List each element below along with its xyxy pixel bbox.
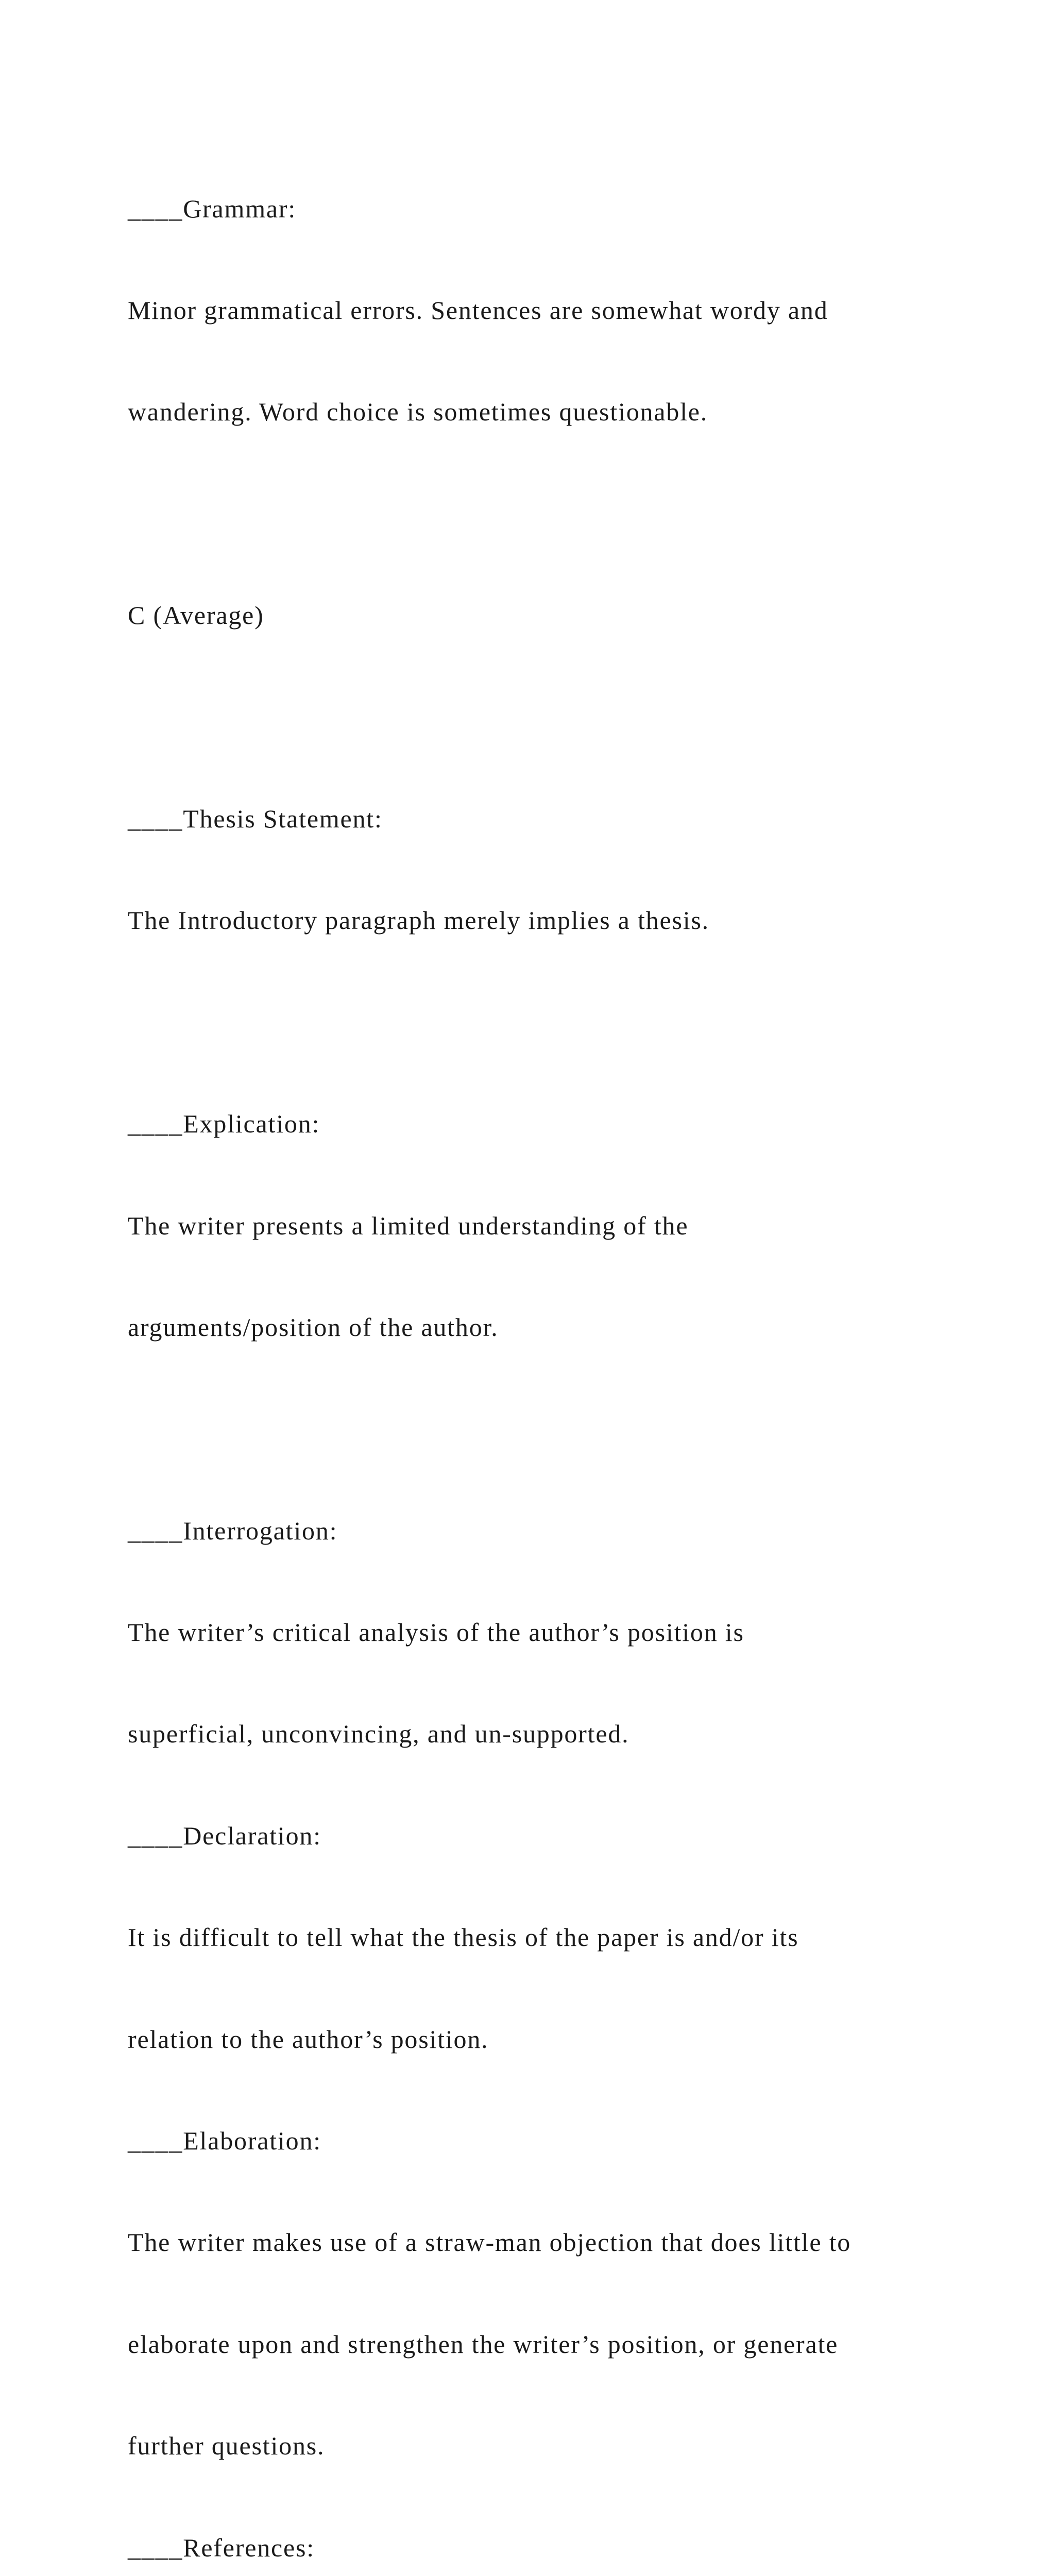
text-line: elaborate upon and strengthen the writer’s position, or generate (128, 2329, 839, 2359)
blank-line (128, 1412, 983, 1446)
text-line: The Introductory paragraph merely implies a thesis. (128, 906, 709, 935)
text-line: arguments/position of the author. (128, 1312, 499, 1342)
criterion-heading-references: ____References: (128, 2533, 315, 2562)
criterion-heading-explication: ____Explication: (128, 1109, 320, 1139)
criterion-heading-thesis: ____Thesis Statement: (128, 804, 383, 833)
blank-line (128, 1006, 983, 1040)
text-line: further questions. (128, 2431, 325, 2461)
criterion-heading-grammar: ____Grammar: (128, 194, 297, 223)
text-line: It is difficult to tell what the thesis of the paper is and/or its (128, 1923, 799, 1952)
text-line: Minor grammatical errors. Sentences are somewhat wordy and (128, 295, 828, 325)
text-line: The writer’s critical analysis of the author’s position is (128, 1618, 744, 1647)
document-body (128, 124, 983, 2576)
text-line: superficial, unconvincing, and un-supported. (128, 1719, 629, 1749)
criterion-heading-declaration: ____Declaration: (128, 1821, 321, 1850)
text-line: wandering. Word choice is sometimes questionable. (128, 397, 708, 427)
blank-line (128, 497, 983, 531)
criterion-heading-interrogation: ____Interrogation: (128, 1516, 338, 1545)
grade-heading-c: C (Average) (128, 601, 264, 630)
text-line: The writer presents a limited understanding of the (128, 1211, 689, 1240)
text-line: relation to the author’s position. (128, 2024, 489, 2054)
text-line: The writer makes use of a straw-man objection that does little to (128, 2228, 852, 2257)
criterion-heading-elaboration: ____Elaboration: (128, 2126, 321, 2156)
blank-line (128, 701, 983, 735)
